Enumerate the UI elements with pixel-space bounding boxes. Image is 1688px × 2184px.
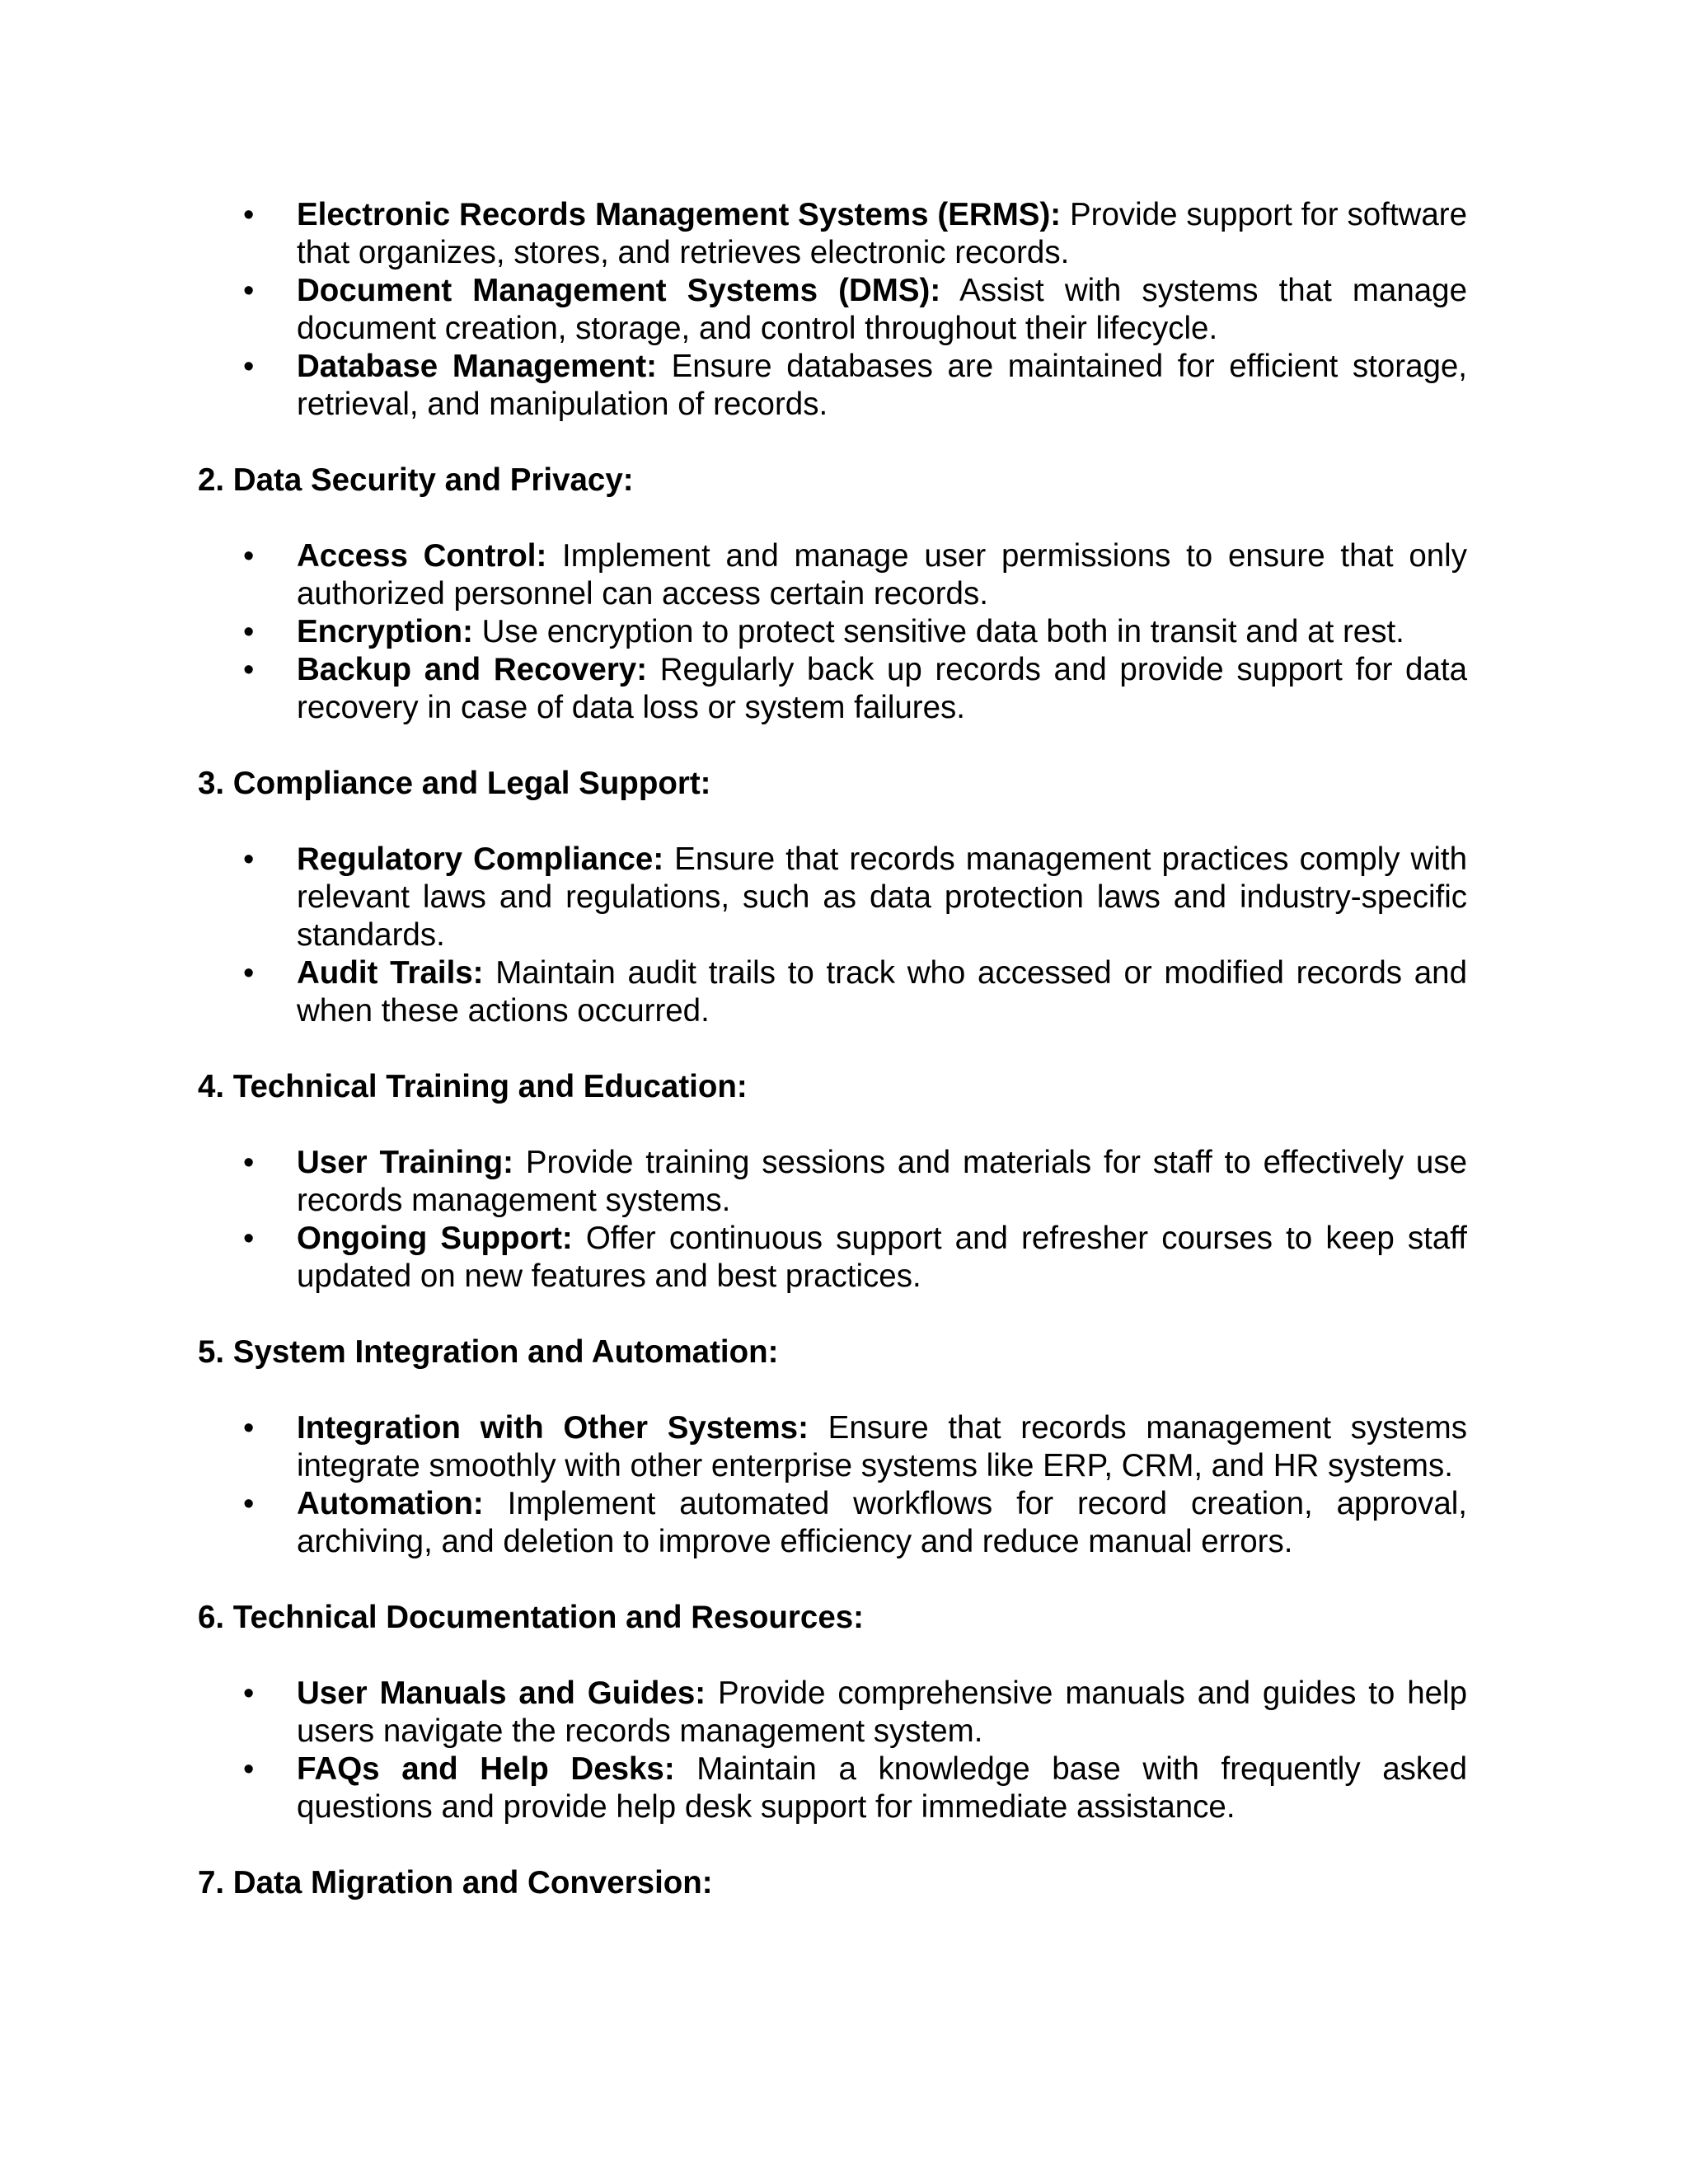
- bullet-icon: •: [243, 653, 255, 687]
- section-heading: 6. Technical Documentation and Resources:: [198, 1600, 864, 1635]
- list-item: [198, 651, 1467, 727]
- list-item: [198, 348, 1467, 424]
- item-lead: Integration with Other Systems:: [297, 1410, 809, 1446]
- item-text: Regularly back up records and provide support for data recovery in case of data loss or system failures.: [297, 652, 1467, 725]
- section-bullet-list: [198, 841, 1467, 1030]
- item-text: Provide comprehensive manuals and guides to help users navigate the records management system.: [297, 1675, 1467, 1749]
- document-body: [198, 196, 1467, 1902]
- item-lead: Backup and Recovery:: [297, 652, 648, 687]
- list-item: [198, 1409, 1467, 1485]
- item-text: Provide training sessions and materials for staff to effectively use records management systems.: [297, 1145, 1467, 1218]
- list-item: [198, 841, 1467, 954]
- bullet-icon: •: [243, 1752, 255, 1787]
- section-bullet-list: [198, 1409, 1467, 1561]
- bullet-icon: •: [243, 1146, 255, 1180]
- item-text: Use encryption to protect sensitive data both in transit and at rest.: [472, 614, 1404, 649]
- list-item: [198, 1220, 1467, 1296]
- item-text: Ensure that records management practices comply with relevant laws and regulations, such as data protection laws and industry-specific standards.: [297, 841, 1467, 953]
- list-item: [198, 272, 1467, 348]
- item-lead: Electronic Records Management Systems (ERMS):: [297, 197, 1062, 232]
- list-item: [198, 1675, 1467, 1750]
- list-item: [198, 1485, 1467, 1561]
- list-item: [198, 1750, 1467, 1826]
- section-heading: 2. Data Security and Privacy:: [198, 462, 634, 498]
- bullet-icon: •: [243, 349, 255, 384]
- item-lead: Document Management Systems (DMS):: [297, 273, 941, 308]
- list-item: [198, 537, 1467, 613]
- bullet-icon: •: [243, 1487, 255, 1521]
- bullet-icon: •: [243, 1411, 255, 1446]
- bullet-icon: •: [243, 842, 255, 877]
- item-text: Ensure databases are maintained for efficient storage, retrieval, and manipulation of records.: [297, 349, 1467, 422]
- section-bullet-list: [198, 537, 1467, 727]
- item-lead: User Manuals and Guides:: [297, 1675, 706, 1711]
- item-text: Offer continuous support and refresher courses to keep staff updated on new features and best practices.: [297, 1221, 1467, 1294]
- list-item: [198, 196, 1467, 272]
- section-bullet-list: [198, 1144, 1467, 1296]
- section-bullet-list: [198, 1675, 1467, 1826]
- item-lead: Regulatory Compliance:: [297, 841, 664, 877]
- item-lead: Ongoing Support:: [297, 1221, 573, 1256]
- intro-bullet-list: [198, 196, 1467, 424]
- item-text: Implement automated workflows for record creation, approval, archiving, and deletion to improve efficiency and reduce manual errors.: [297, 1486, 1467, 1559]
- section-heading: 4. Technical Training and Education:: [198, 1069, 748, 1104]
- bullet-icon: •: [243, 539, 255, 574]
- item-lead: Automation:: [297, 1486, 484, 1521]
- item-lead: Access Control:: [297, 538, 547, 574]
- list-item: [198, 954, 1467, 1030]
- list-item: [198, 1144, 1467, 1220]
- item-text: Maintain audit trails to track who accessed or modified records and when these actions occurred.: [297, 955, 1467, 1029]
- bullet-icon: •: [243, 1676, 255, 1711]
- bullet-icon: •: [243, 956, 255, 991]
- section-heading: 5. System Integration and Automation:: [198, 1334, 779, 1370]
- list-item: [198, 613, 1467, 651]
- item-text: Implement and manage user permissions to ensure that only authorized personnel can access certain records.: [297, 538, 1467, 612]
- item-text: Maintain a knowledge base with frequently asked questions and provide help desk support for immediate assistance.: [297, 1751, 1467, 1825]
- item-text: Assist with systems that manage document creation, storage, and control throughout their lifecycle.: [297, 273, 1467, 346]
- bullet-icon: •: [243, 615, 255, 649]
- section-heading: 7. Data Migration and Conversion:: [198, 1865, 713, 1900]
- bullet-icon: •: [243, 1221, 255, 1256]
- item-text: Provide support for software that organizes, stores, and retrieves electronic records.: [297, 197, 1467, 270]
- item-lead: User Training:: [297, 1145, 513, 1180]
- section-heading: 3. Compliance and Legal Support:: [198, 766, 711, 801]
- bullet-icon: •: [243, 198, 255, 232]
- item-lead: FAQs and Help Desks:: [297, 1751, 675, 1787]
- item-text: Ensure that records management systems integrate smoothly with other enterprise systems like ERP, CRM, and HR systems.: [297, 1410, 1467, 1483]
- item-lead: Audit Trails:: [297, 955, 484, 991]
- item-lead: Encryption:: [297, 614, 473, 649]
- item-lead: Database Management:: [297, 349, 657, 384]
- bullet-icon: •: [243, 274, 255, 308]
